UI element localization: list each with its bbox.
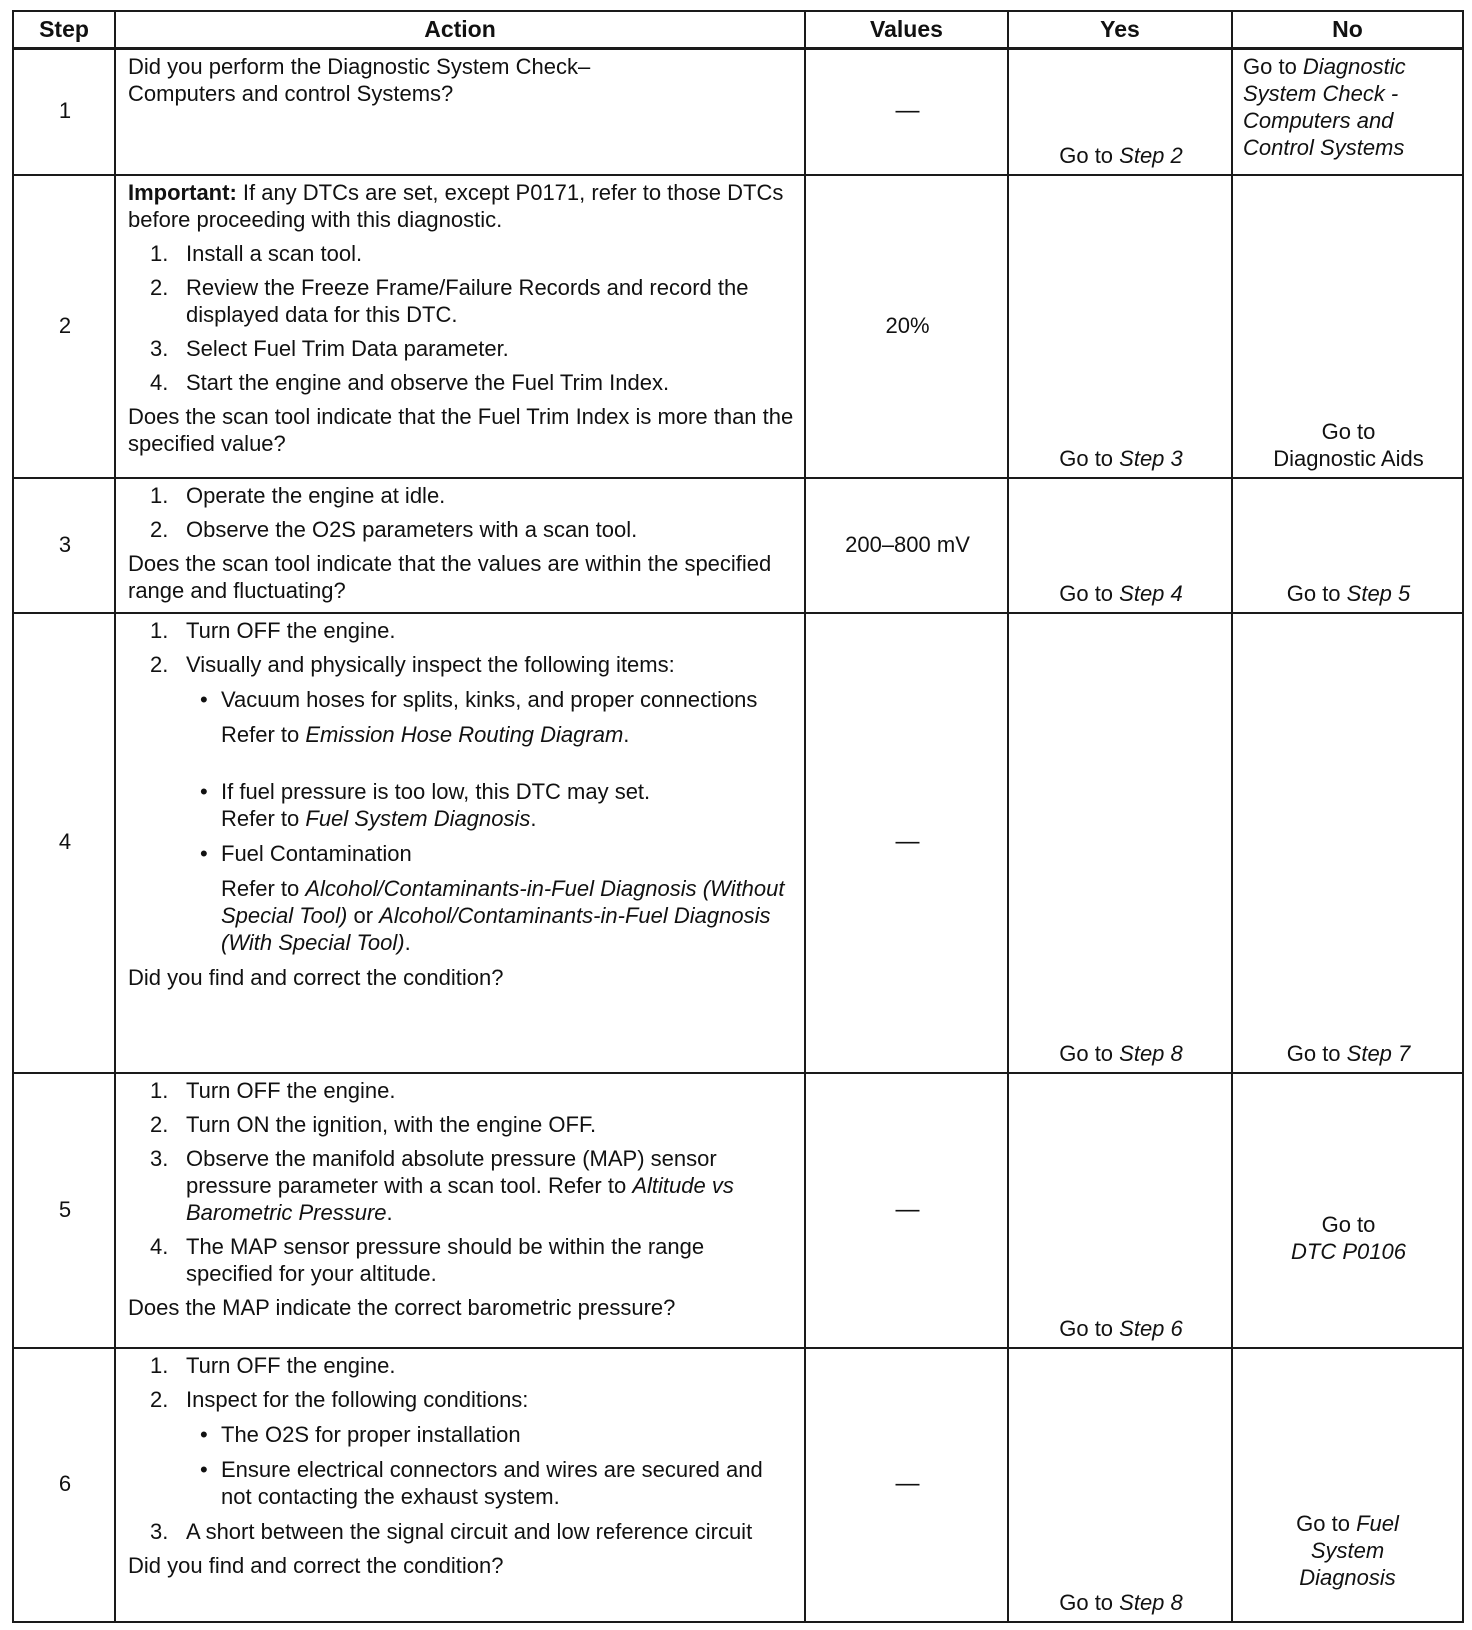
yes-cell: Go to Step 8 [1008,1348,1232,1622]
action-question: Did you find and correct the condition? [128,1552,504,1578]
list-item: 1. Turn OFF the engine. [150,1077,396,1103]
action-cell [115,613,805,1073]
no-cell: Go to Step 5 [1232,478,1463,613]
yes-cell: Go to Step 3 [1008,175,1232,478]
list-item: 2. Inspect for the following conditions: • The O2S for proper installation • Ensure electrical connectors and wires are secured and not contacting the exhaust system. [128,1386,794,1510]
value-cell: 200–800 mV [805,478,1008,613]
value-cell: — [805,613,1008,1073]
action-question: Does the scan tool indicate that the values are within the specified range and fluctuating? [128,550,772,603]
no-cell: Go to Step 7 [1232,613,1463,1073]
action-question: Does the MAP indicate the correct barometric pressure? [128,1294,676,1320]
yes-step-link[interactable]: Step 8 [1119,1040,1183,1066]
reference-link[interactable]: Alcohol/Contaminants-in-Fuel Diagnosis (With Special Tool) [221,902,771,955]
action-cell [115,49,805,175]
action-cell [115,1073,805,1348]
no-cell: Go to Diagnostic System Check - Computers and Control Systems [1232,49,1463,175]
no-reference-link[interactable]: Diagnostic Aids [1273,445,1424,471]
list-item: 2. Review the Freeze Frame/Failure Records and record the displayed data for this DTC. [150,274,749,327]
list-item: 4. Start the engine and observe the Fuel Trim Index. [150,369,670,395]
action-cell [115,1348,805,1622]
yes-step-link[interactable]: Step 3 [1119,445,1183,471]
reference-link[interactable]: Emission Hose Routing Diagram [305,721,624,747]
header-action: Action [115,11,805,49]
diagnostic-table [12,10,1464,1623]
header-step: Step [13,11,115,49]
table-row-step-1 [13,49,1463,175]
no-reference-link[interactable]: DTC P0106 [1291,1238,1406,1264]
table-row-step-5 [13,1073,1463,1348]
list-item: 3. Observe the manifold absolute pressure (MAP) sensor pressure parameter with a scan tool. Refer to Altitude vs Barometric Pressure. [150,1145,734,1225]
no-cell: Go to DTC P0106 [1232,1073,1463,1348]
no-step-link[interactable]: Step 5 [1346,580,1411,606]
value-cell: 20% [805,175,1008,478]
list-item: 3. A short between the signal circuit and low reference circuit [150,1518,753,1544]
no-cell: Go to Diagnostic Aids [1232,175,1463,478]
yes-step-link[interactable]: Step 2 [1119,142,1183,168]
yes-step-link[interactable]: Step 4 [1119,580,1183,606]
step-number: 6 [13,1348,115,1622]
bullet-item: • Vacuum hoses for splits, kinks, and proper connections Refer to Emission Hose Routing Diagram. [200,686,758,747]
step-number: 3 [13,478,115,613]
reference-link[interactable]: Alcohol/Contaminants-in-Fuel Diagnosis (Without Special Tool) [221,875,785,928]
reference-link[interactable]: Altitude vs Barometric Pressure [186,1172,734,1225]
yes-cell: Go to Step 4 [1008,478,1232,613]
action-steps [128,617,794,956]
action-steps [128,240,794,396]
no-cell: Go to Fuel System Diagnosis [1232,1348,1463,1622]
action-question: Did you find and correct the condition? [128,964,504,990]
list-item: 1. Operate the engine at idle. [150,482,446,508]
yes-step-link[interactable]: Step 6 [1119,1315,1183,1341]
value-cell: — [805,49,1008,175]
table-row-step-6 [13,1348,1463,1622]
yes-cell: Go to Step 8 [1008,613,1232,1073]
table-row-step-2 [13,175,1463,478]
value-cell: — [805,1348,1008,1622]
list-item: 3. Select Fuel Trim Data parameter. [150,335,509,361]
value-cell: — [805,1073,1008,1348]
bullet-item: • The O2S for proper installation [200,1421,521,1447]
header-row [13,11,1463,49]
bullet-item: • Fuel Contamination Refer to Alcohol/Contaminants-in-Fuel Diagnosis (Without Special Tool) or Alcohol/Contaminants-in-Fuel Diagnosis (With Special Tool). [200,840,785,955]
action-cell [115,175,805,478]
no-reference-link[interactable]: Diagnostic System Check - Computers and Control Systems [1243,54,1406,160]
action-cell [115,478,805,613]
step-number: 4 [13,613,115,1073]
header-yes: Yes [1008,11,1232,49]
inspection-items [186,1421,794,1510]
header-values: Values [805,11,1008,49]
action-steps [128,1077,794,1287]
list-item: 2. Turn ON the ignition, with the engine OFF. [150,1111,597,1137]
list-item: 2. Visually and physically inspect the following items: • Vacuum hoses for splits, kinks, and proper connections Refer to Emission Hose Routing Diagram. • If fuel pressure is too low, this DTC may set. Refer to Fuel System Diagnosis. • Fuel Contamination Refer to Alcohol/Contaminants-in-Fuel Diagnosis (Without Special Tool) or Alcohol/Contaminants-in-Fuel Diagnosis (With Special Tool). [128,651,794,956]
important-note: Important: If any DTCs are set, except P0171, refer to those DTCs before proceeding with this diagnostic. [128,179,784,232]
step-number: 1 [13,49,115,175]
list-item: 2. Observe the O2S parameters with a scan tool. [150,516,638,542]
action-question: Does the scan tool indicate that the Fuel Trim Index is more than the specified value? [128,403,794,456]
list-item: 4. The MAP sensor pressure should be within the range specified for your altitude. [150,1233,705,1286]
yes-cell: Go to Step 6 [1008,1073,1232,1348]
table-row-step-3 [13,478,1463,613]
bullet-item: • Ensure electrical connectors and wires are secured and not contacting the exhaust system. [200,1456,763,1509]
no-reference-link[interactable]: Fuel System Diagnosis [1299,1510,1399,1590]
yes-step-link[interactable]: Step 8 [1119,1589,1183,1615]
inspection-items [186,686,794,956]
action-steps [128,482,794,543]
action-steps [128,1352,794,1545]
step-number: 2 [13,175,115,478]
step-number: 5 [13,1073,115,1348]
no-step-link[interactable]: Step 7 [1346,1040,1411,1066]
action-text: Did you perform the Diagnostic System Check– Computers and control Systems? [128,54,591,106]
reference-link[interactable]: Fuel System Diagnosis [305,805,531,831]
table-row-step-4 [13,613,1463,1073]
list-item: 1. Turn OFF the engine. [150,1352,396,1378]
header-no: No [1232,11,1463,49]
list-item: 1. Turn OFF the engine. [150,617,396,643]
bullet-item: • If fuel pressure is too low, this DTC may set. Refer to Fuel System Diagnosis. [200,778,651,831]
list-item: 1. Install a scan tool. [150,240,363,266]
yes-cell: Go to Step 2 [1008,49,1232,175]
